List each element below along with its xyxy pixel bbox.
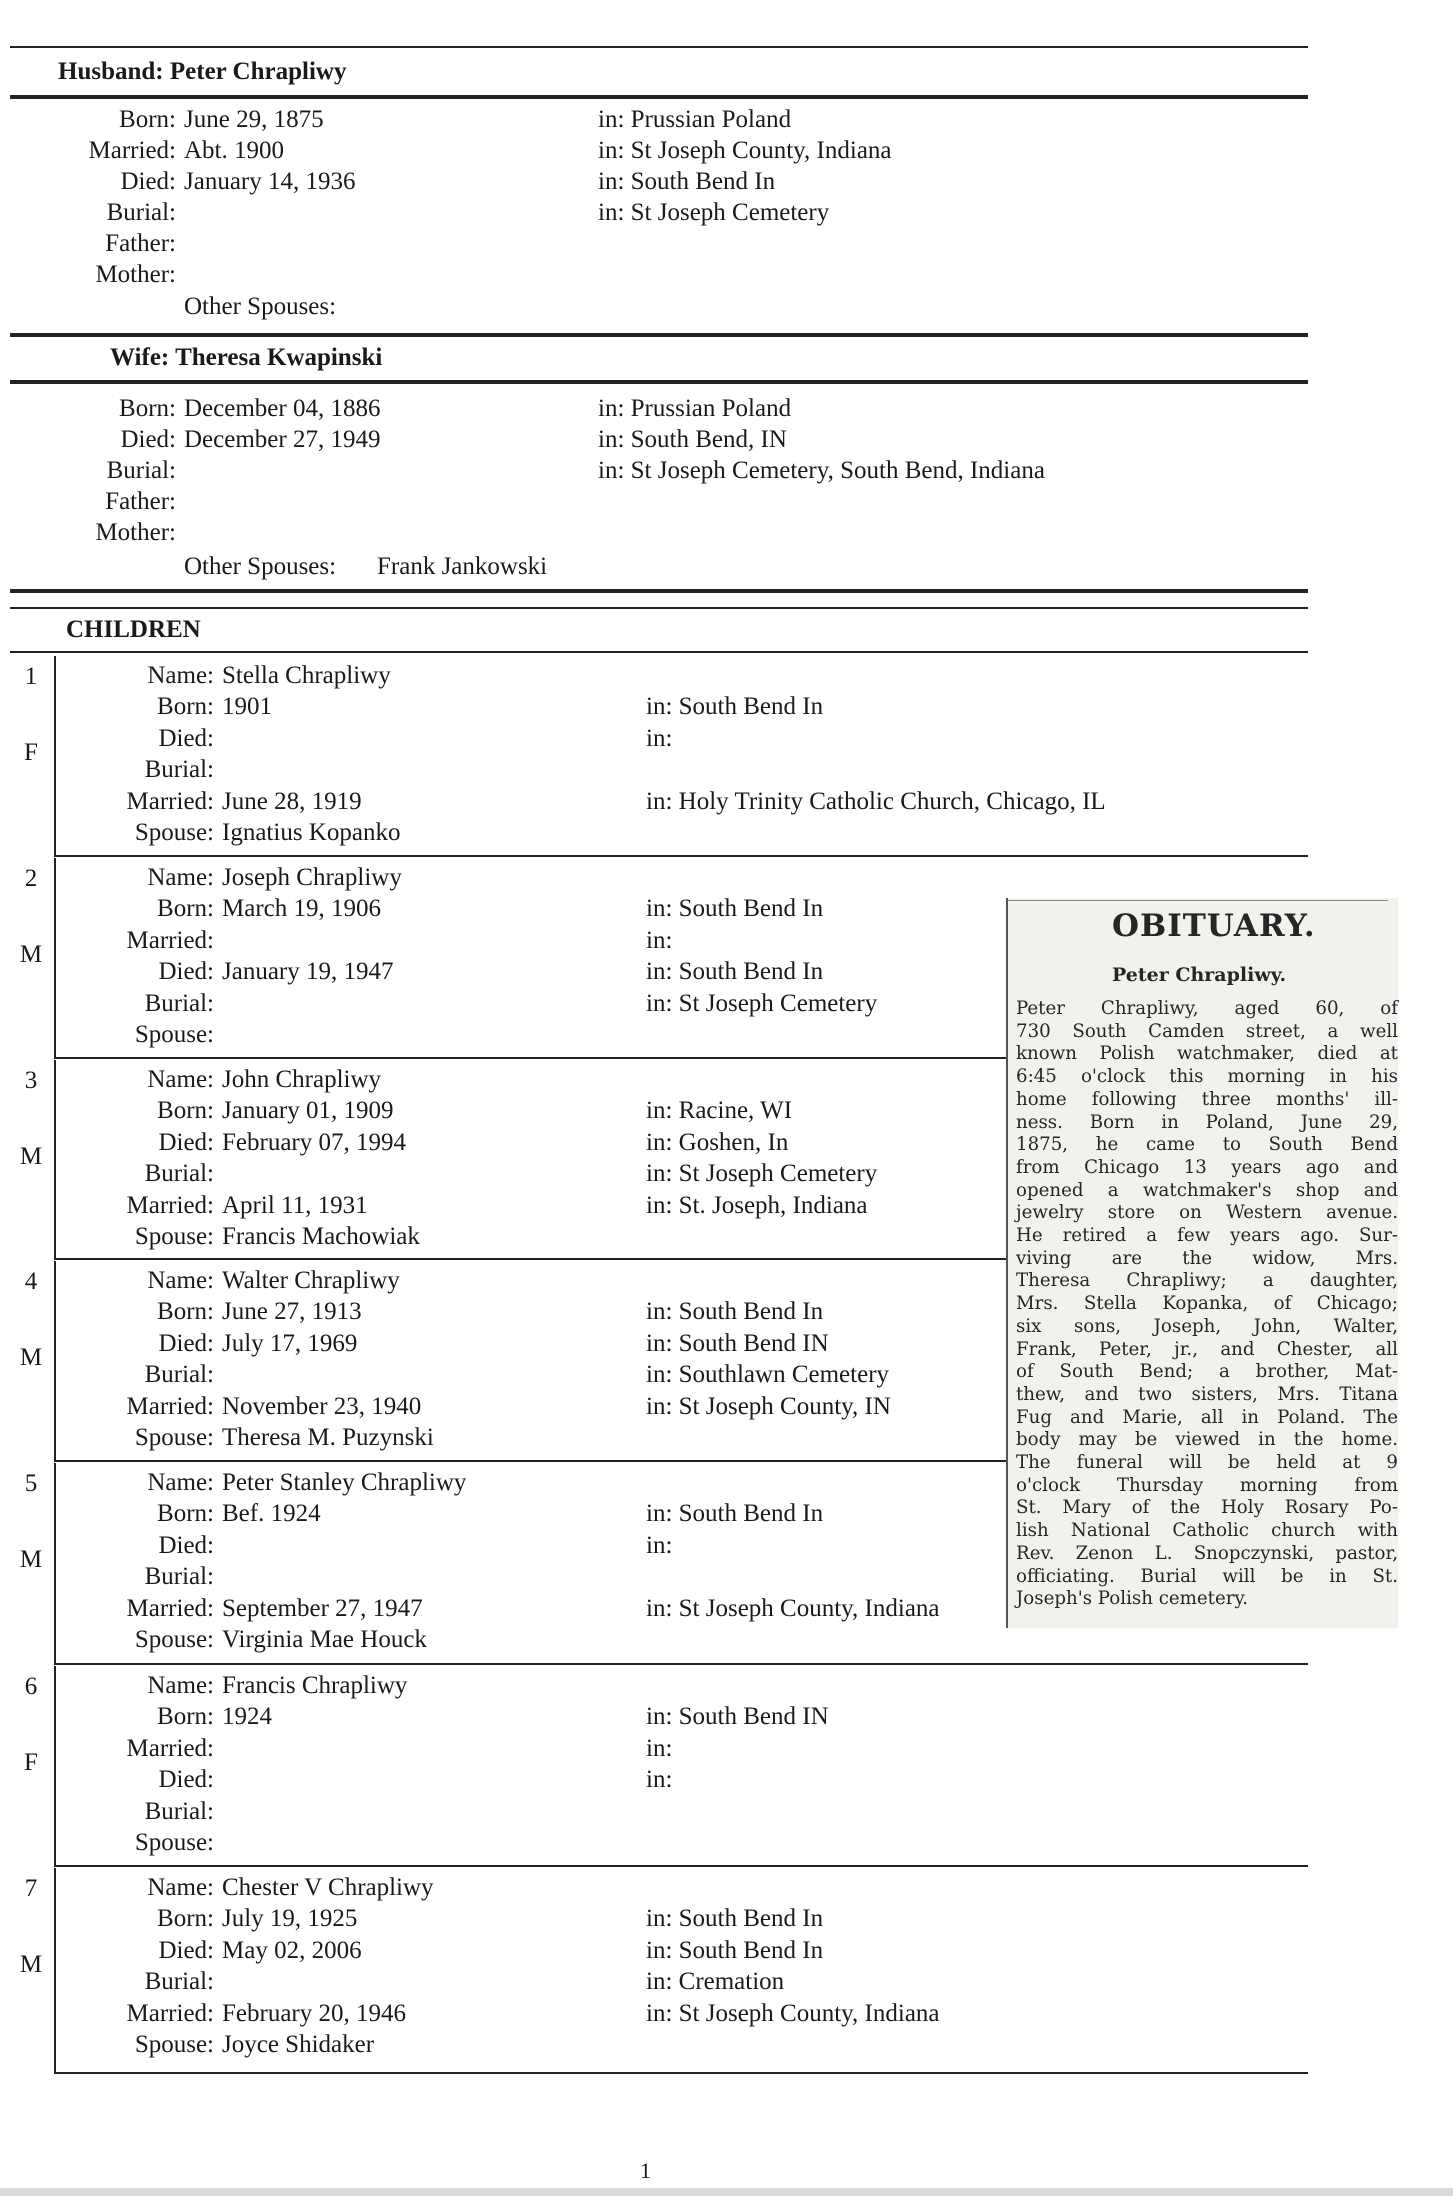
husband-field-place: in: St Joseph County, Indiana: [598, 137, 892, 164]
child-divider: [54, 1060, 56, 1258]
child-field-label: Born:: [157, 1097, 214, 1125]
child-field-place: in:: [646, 1531, 673, 1559]
child-field-value: November 23, 1940: [222, 1392, 422, 1420]
child-field-label: Name:: [147, 662, 214, 689]
obituary-line: St. Mary of the Holy Rosary Po-: [1016, 1497, 1398, 1519]
child-field-label: Born:: [157, 895, 214, 923]
child-field-place: in: St Joseph County, IN: [646, 1392, 891, 1420]
child-sex: F: [24, 1749, 38, 1776]
child-field-label: Spouse:: [134, 2031, 214, 2058]
obituary-line: Fug and Marie, all in Poland. The: [1016, 1406, 1398, 1428]
child-field-place: in: Cremation: [646, 1968, 785, 1996]
obituary-subheading: Peter Chrapliwy.: [1112, 964, 1287, 986]
child-sex: M: [19, 941, 43, 968]
wife-heading: [110, 344, 382, 372]
child-field-label: Name:: [147, 1672, 214, 1699]
wife-name: Theresa Kwapinski: [175, 344, 383, 371]
wife-end-rule-2: [10, 607, 1308, 609]
child-field-place: in: St Joseph County, Indiana: [646, 1594, 940, 1622]
wife-field-place: in: Prussian Poland: [598, 395, 792, 422]
child-field-value: John Chrapliwy: [222, 1066, 382, 1093]
husband-field-value: June 29, 1875: [184, 106, 324, 133]
obituary-line: He retired a few years ago. Sur-: [1016, 1225, 1398, 1247]
obituary-line: Joseph's Polish cemetery.: [1016, 1588, 1249, 1610]
child-end-rule: [54, 855, 1308, 857]
child-field-place: in: Holy Trinity Catholic Church, Chicago, IL: [646, 787, 1106, 815]
child-field-place: in:: [646, 1766, 673, 1794]
child-field-value: February 07, 1994: [222, 1128, 406, 1156]
husband-field-value: January 14, 1936: [184, 168, 356, 195]
child-field-label: Married:: [126, 787, 214, 815]
child-field-value: September 27, 1947: [222, 1594, 423, 1622]
child-number: 3: [24, 1067, 38, 1094]
child-field-label: Spouse:: [134, 1829, 214, 1856]
wife-other-spouses: Frank Jankowski: [377, 553, 548, 580]
child-sex: M: [19, 1951, 43, 1978]
wife-field-label: Died:: [120, 426, 176, 453]
children-title: CHILDREN: [66, 616, 201, 643]
child-field-label: Born:: [157, 1500, 214, 1528]
obituary-line: Theresa Chrapliwy; a daughter,: [1016, 1270, 1398, 1292]
wife-field-label: Father:: [105, 488, 176, 515]
child-field-label: Spouse:: [134, 1223, 214, 1250]
child-field-place: in: Racine, WI: [646, 1097, 793, 1125]
child-field-label: Died:: [158, 1128, 214, 1156]
husband-field-place: in: St Joseph Cemetery: [598, 199, 830, 226]
child-field-label: Married:: [126, 1594, 214, 1622]
child-field-label: Name:: [147, 864, 214, 891]
child-field-label: Burial:: [144, 1797, 214, 1825]
child-sex: M: [19, 1344, 43, 1371]
husband-field-label: Died:: [120, 168, 176, 195]
husband-field-value: Abt. 1900: [184, 137, 284, 164]
obituary-line: from Chicago 13 years ago and: [1016, 1156, 1398, 1178]
obituary-line: six sons, Joseph, John, Walter,: [1016, 1315, 1398, 1337]
child-field-value: June 27, 1913: [222, 1298, 362, 1326]
child-field-place: in: South Bend In: [646, 895, 824, 923]
child-field-label: Born:: [157, 1905, 214, 1933]
child-field-value: Virginia Mae Houck: [222, 1626, 427, 1653]
obituary-line: Mrs. Stella Kopanka, of Chicago;: [1016, 1293, 1398, 1315]
obituary-line: officiating. Burial will be in St.: [1016, 1565, 1398, 1587]
child-field-place: in: St Joseph Cemetery: [646, 1160, 878, 1188]
child-field-label: Burial:: [144, 756, 214, 784]
child-field-value: Chester V Chrapliwy: [222, 1874, 434, 1901]
child-field-label: Name:: [147, 1874, 214, 1901]
obituary-clipping: [1006, 898, 1398, 1628]
obituary-line: of South Bend; a brother, Mat-: [1016, 1361, 1398, 1383]
child-field-value: June 28, 1919: [222, 787, 362, 815]
child-field-label: Died:: [158, 1531, 214, 1559]
obituary-line: known Polish watchmaker, died at: [1016, 1043, 1398, 1065]
child-divider: [54, 1868, 56, 2072]
child-divider: [54, 1463, 56, 1663]
obituary-text: [1016, 998, 1398, 1611]
child-end-rule: [54, 2072, 1308, 2074]
child-field-value: Ignatius Kopanko: [222, 819, 401, 846]
child-field-place: in: South Bend IN: [646, 1703, 829, 1731]
child-field-value: Bef. 1924: [222, 1500, 321, 1528]
wife-field-label: Mother:: [95, 519, 176, 546]
child-field-place: in: St Joseph County, Indiana: [646, 1999, 940, 2027]
wife-field-place: in: St Joseph Cemetery, South Bend, Indiana: [598, 457, 1045, 484]
child-field-place: in:: [646, 926, 673, 954]
child-field-label: Died:: [158, 1329, 214, 1357]
scan-edge: [0, 2188, 1453, 2196]
obituary-line: viving are the widow, Mrs.: [1016, 1247, 1398, 1269]
husband-field-label: Born:: [119, 106, 176, 133]
husband-field-label: Father:: [105, 230, 176, 257]
child-divider: [54, 1666, 56, 1865]
obituary-line: ness. Born in Poland, June 29,: [1016, 1111, 1398, 1133]
husband-heading: [58, 58, 346, 86]
child-field-place: in: South Bend In: [646, 1500, 824, 1528]
child-number: 4: [24, 1268, 38, 1295]
child-field-label: Spouse:: [134, 819, 214, 846]
wife-field-label: Burial:: [106, 457, 176, 484]
child-field-label: Burial:: [144, 1160, 214, 1188]
child-end-rule: [54, 1663, 1308, 1665]
child-field-place: in: Goshen, In: [646, 1128, 789, 1156]
child-number: 6: [24, 1673, 38, 1700]
child-field-label: Married:: [126, 1999, 214, 2027]
child-field-label: Name:: [147, 1469, 214, 1496]
wife-field-label: Born:: [119, 395, 176, 422]
obituary-line: body may be viewed in the home.: [1016, 1429, 1398, 1451]
child-field-value: 1924: [222, 1703, 272, 1731]
child-field-place: in: South Bend IN: [646, 1329, 829, 1357]
husband-field-place: in: Prussian Poland: [598, 106, 792, 133]
child-field-place: in: South Bend In: [646, 1905, 824, 1933]
child-field-value: Francis Chrapliwy: [222, 1672, 408, 1699]
child-field-value: July 17, 1969: [222, 1329, 358, 1357]
child-field-value: April 11, 1931: [222, 1191, 368, 1219]
obituary-line: opened a watchmaker's shop and: [1016, 1179, 1398, 1201]
obituary-line: Rev. Zenon L. Snopczynski, pastor,: [1016, 1542, 1398, 1564]
child-field-label: Burial:: [144, 1361, 214, 1389]
obituary-heading: OBITUARY.: [1112, 908, 1316, 944]
child-number: 7: [24, 1875, 38, 1902]
child-field-label: Married:: [126, 1392, 214, 1420]
child-field-place: in: South Bend In: [646, 1298, 824, 1326]
child-field-label: Married:: [126, 1191, 214, 1219]
child-field-label: Died:: [158, 1936, 214, 1964]
child-field-value: Walter Chrapliwy: [222, 1267, 400, 1294]
child-field-label: Died:: [158, 724, 214, 752]
child-field-value: March 19, 1906: [222, 895, 381, 923]
husband-field-label: Mother:: [95, 261, 176, 288]
child-sex: F: [24, 739, 38, 766]
husband-name: Peter Chrapliwy: [169, 58, 347, 85]
wife-field-value: December 04, 1886: [184, 395, 381, 422]
obituary-line: jewelry store on Western avenue.: [1016, 1202, 1398, 1224]
child-field-value: February 20, 1946: [222, 1999, 406, 2027]
child-field-value: May 02, 2006: [222, 1936, 362, 1964]
husband-end-rule: [10, 333, 1308, 337]
child-field-label: Born:: [157, 693, 214, 721]
child-divider: [54, 858, 56, 1057]
husband-rule: [10, 95, 1308, 99]
child-field-place: in: South Bend In: [646, 693, 824, 721]
child-field-label: Burial:: [144, 989, 214, 1017]
child-field-label: Born:: [157, 1703, 214, 1731]
child-field-value: January 01, 1909: [222, 1097, 394, 1125]
obituary-line: o'clock Thursday morning from: [1016, 1474, 1398, 1496]
child-sex: M: [19, 1546, 43, 1573]
child-number: 5: [24, 1470, 38, 1497]
child-divider: [54, 1261, 56, 1460]
child-field-label: Married:: [126, 926, 214, 954]
child-end-rule: [54, 1865, 1308, 1867]
child-field-label: Name:: [147, 1066, 214, 1093]
husband-label: Husband:: [58, 58, 164, 85]
obituary-line: Peter Chrapliwy, aged 60, of: [1016, 998, 1398, 1019]
child-field-place: in:: [646, 1734, 673, 1762]
child-field-place: in: St Joseph Cemetery: [646, 989, 878, 1017]
obituary-line: 6:45 o'clock this morning in his: [1016, 1066, 1398, 1088]
obituary-line: 1875, he came to South Bend: [1016, 1134, 1398, 1156]
child-field-value: 1901: [222, 693, 272, 721]
child-field-value: July 19, 1925: [222, 1905, 358, 1933]
obituary-line: 730 South Camden street, a well: [1016, 1020, 1398, 1042]
children-title-rule: [10, 651, 1308, 653]
obituary-line: home following three months' ill-: [1016, 1088, 1398, 1110]
page-number: 1: [640, 2158, 651, 2183]
child-field-value: Joyce Shidaker: [222, 2031, 375, 2058]
wife-other-spouses-label: Other Spouses:: [184, 553, 337, 580]
child-field-value: Theresa M. Puzynski: [222, 1424, 434, 1451]
obituary-line: thew, and two sisters, Mrs. Titana: [1016, 1383, 1398, 1405]
wife-rule: [10, 380, 1308, 384]
top-rule: [10, 46, 1308, 48]
child-field-label: Died:: [158, 1766, 214, 1794]
child-field-place: in: South Bend In: [646, 958, 824, 986]
child-field-value: Peter Stanley Chrapliwy: [222, 1469, 467, 1496]
child-field-value: Joseph Chrapliwy: [222, 864, 402, 891]
child-field-place: in:: [646, 724, 673, 752]
child-sex: M: [19, 1143, 43, 1170]
child-field-label: Died:: [158, 958, 214, 986]
wife-end-rule-1: [10, 589, 1308, 593]
husband-field-place: in: South Bend In: [598, 168, 776, 195]
child-field-label: Burial:: [144, 1968, 214, 1996]
wife-field-place: in: South Bend, IN: [598, 426, 787, 453]
clipping-edge: [1008, 900, 1388, 901]
child-field-value: Francis Machowiak: [222, 1223, 420, 1250]
husband-field-label: Burial:: [106, 199, 176, 226]
husband-field-label: Married:: [88, 137, 176, 164]
wife-label: Wife:: [110, 344, 170, 371]
child-field-label: Spouse:: [134, 1626, 214, 1653]
husband-other-spouses-label: Other Spouses:: [184, 293, 337, 320]
child-field-label: Burial:: [144, 1563, 214, 1591]
child-number: 2: [24, 865, 38, 892]
child-field-label: Born:: [157, 1298, 214, 1326]
obituary-line: lish National Catholic church with: [1016, 1520, 1398, 1542]
child-field-label: Married:: [126, 1734, 214, 1762]
child-field-place: in: Southlawn Cemetery: [646, 1361, 890, 1389]
obituary-line: Frank, Peter, jr., and Chester, all: [1016, 1338, 1398, 1360]
child-field-label: Spouse:: [134, 1021, 214, 1048]
child-field-label: Spouse:: [134, 1424, 214, 1451]
child-divider: [54, 656, 56, 855]
child-field-label: Name:: [147, 1267, 214, 1294]
child-field-place: in: St. Joseph, Indiana: [646, 1191, 868, 1219]
child-field-place: in: South Bend In: [646, 1936, 824, 1964]
child-field-value: Stella Chrapliwy: [222, 662, 391, 689]
child-number: 1: [24, 663, 38, 690]
obituary-line: The funeral will be held at 9: [1016, 1452, 1398, 1474]
child-field-value: January 19, 1947: [222, 958, 394, 986]
wife-field-value: December 27, 1949: [184, 426, 381, 453]
